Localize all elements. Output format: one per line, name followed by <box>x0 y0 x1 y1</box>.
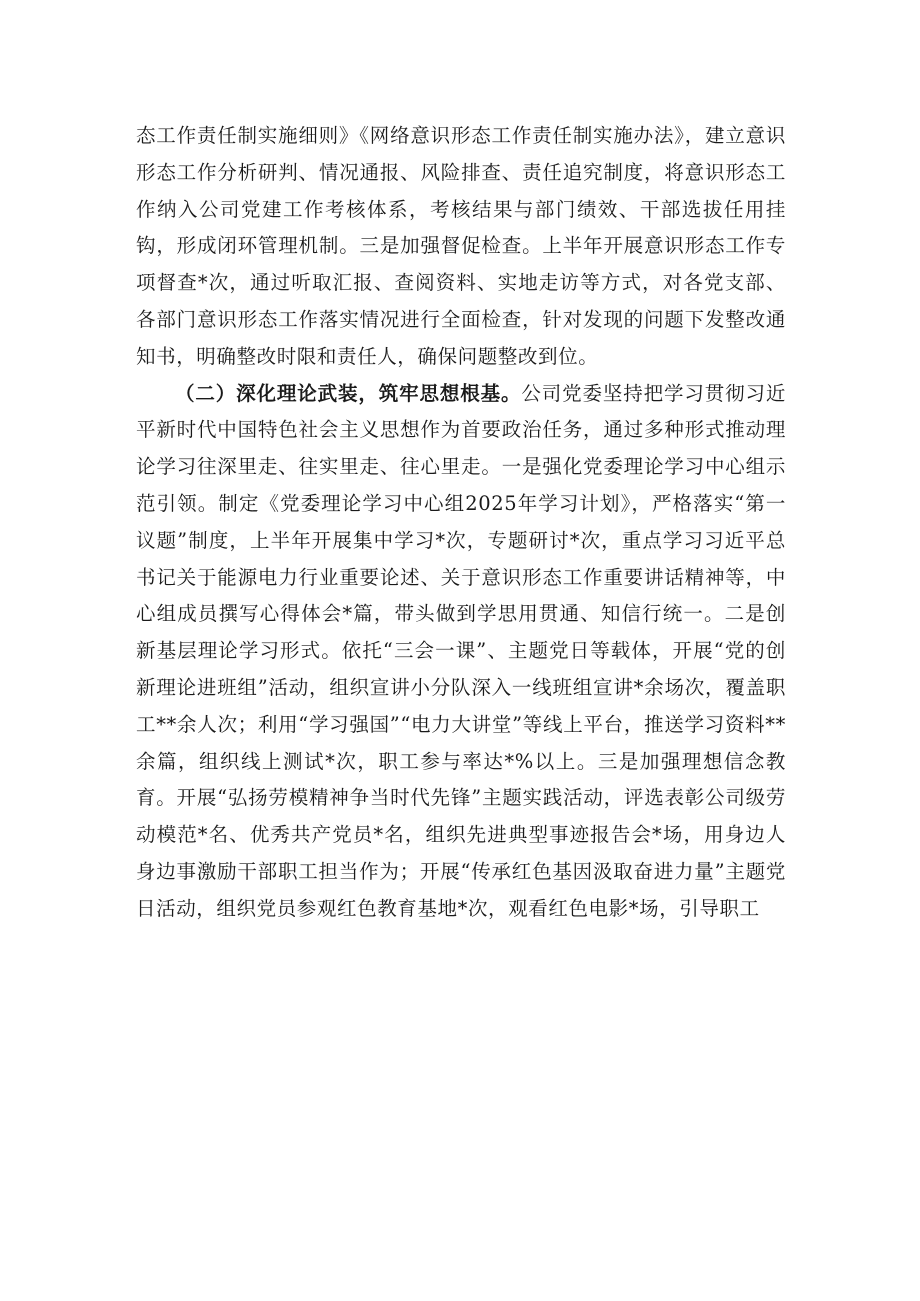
section-heading: （二）深化理论武装，筑牢思想根基。 <box>175 381 522 405</box>
paragraph-responsibility-system <box>136 118 786 376</box>
paragraph-theory-study <box>136 376 786 928</box>
document-page <box>136 118 786 928</box>
paragraph-body: 态工作责任制实施细则》《网络意识形态工作责任制实施办法》，建立意识形态工作分析研判、情况通报、风险排查、责任追究制度，将意识形态工作纳入公司党建工作考核体系，考核结果与部门绩效、干部选拔任用挂钩，形成闭环管理机制。三是加强督促检查。上半年开展意识形态工作专项督查*次，通过听取汇报、查阅资料、实地走访等方式，对各党支部、各部门意识形态工作落实情况进行全面检查，针对发现的问题下发整改通知书，明确整改时限和责任人，确保问题整改到位。 <box>136 124 786 368</box>
paragraph-body: 公司党委坚持把学习贯彻习近平新时代中国特色社会主义思想作为首要政治任务，通过多种形式推动理论学习往深里走、往实里走、往心里走。一是强化党委理论学习中心组示范引领。制定《党委理论学习中心组2025年学习计划》，严格落实“第一议题”制度，上半年开展集中学习*次，专题研讨*次，重点学习习近平总书记关于能源电力行业重要论述、关于意识形态工作重要讲话精神等，中心组成员撰写心得体会*篇，带头做到学思用贯通、知信行统一。二是创新基层理论学习形式。依托“三会一课”、主题党日等载体，开展“党的创新理论进班组”活动，组织宣讲小分队深入一线班组宣讲*余场次，覆盖职工**余人次；利用“学习强国”“电力大讲堂”等线上平台，推送学习资料**余篇，组织线上测试*次，职工参与率达*%以上。三是加强理想信念教育。开展“弘扬劳模精神争当时代先锋”主题实践活动，评选表彰公司级劳动模范*名、优秀共产党员*名，组织先进典型事迹报告会*场，用身边人身边事激励干部职工担当作为；开展“传承红色基因汲取奋进力量”主题党日活动，组织党员参观红色教育基地*次，观看红色电影*场，引导职工 <box>136 381 786 920</box>
